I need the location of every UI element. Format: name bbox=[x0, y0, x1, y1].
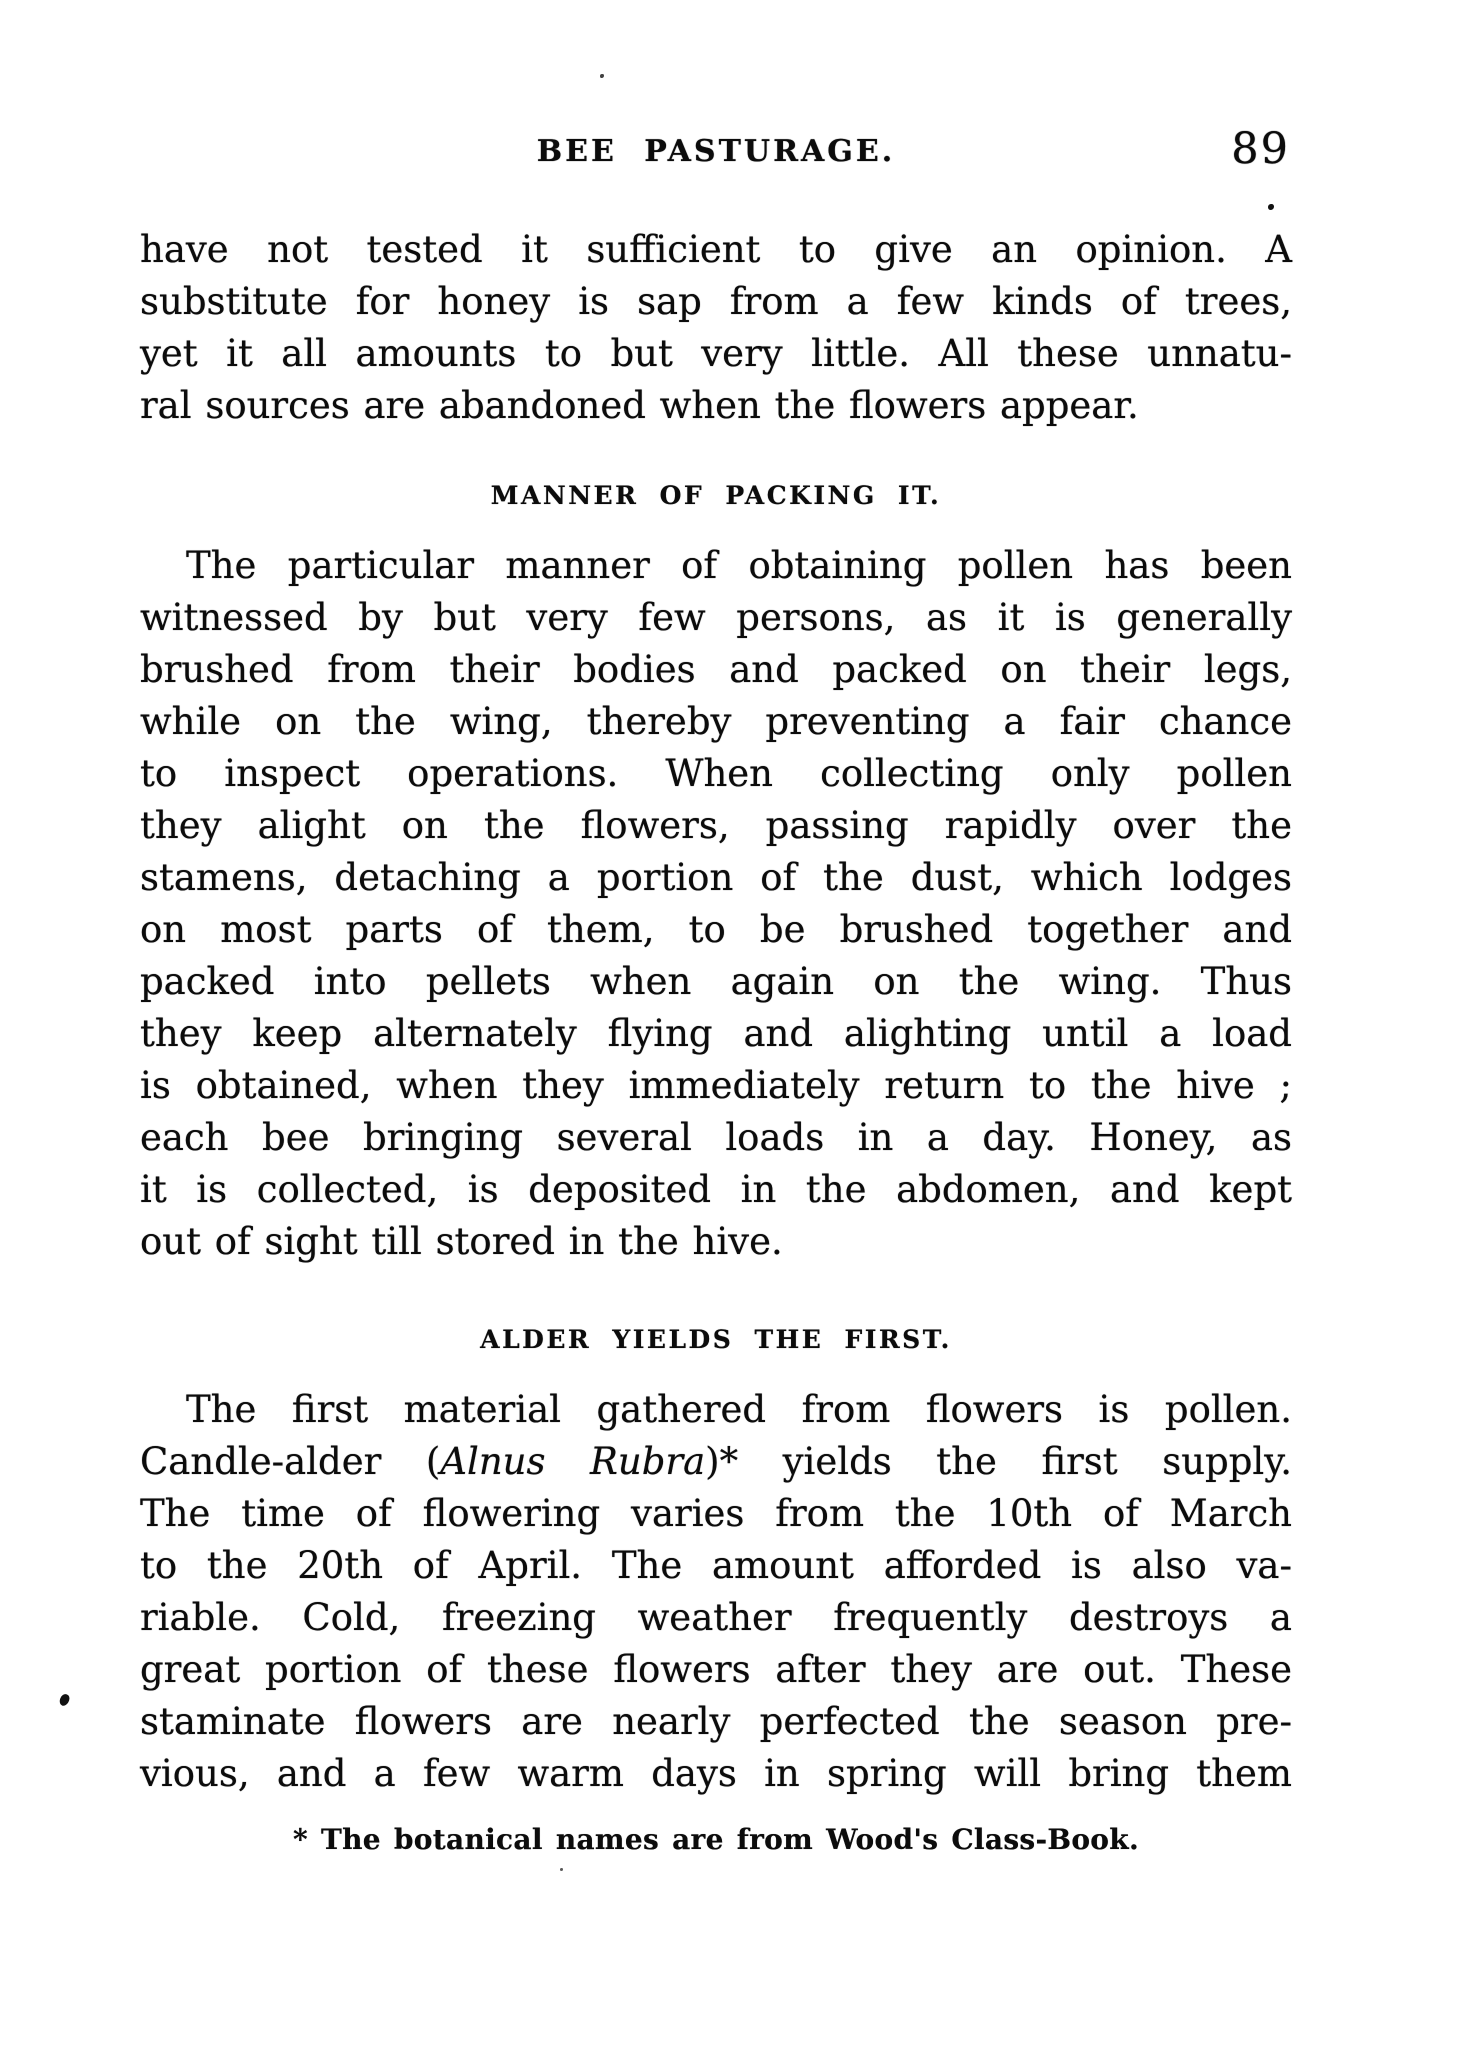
text-line: The particular manner of obtaining pollen has been bbox=[186, 544, 1292, 587]
text-line bbox=[140, 1436, 1292, 1488]
text-line: The time of flowering varies from the 10th of March bbox=[140, 1492, 1292, 1535]
line-group bbox=[140, 224, 1292, 380]
line-group bbox=[140, 1488, 1292, 1800]
text-line: packed into pellets when again on the wing. Thus bbox=[140, 960, 1292, 1003]
text-line: great portion of these flowers after they are out. These bbox=[140, 1648, 1292, 1691]
text-line: on most parts of them, to be brushed together and bbox=[140, 908, 1292, 951]
paragraph-intro bbox=[140, 224, 1292, 432]
text-line: brushed from their bodies and packed on their legs, bbox=[140, 648, 1292, 691]
text-line: it is collected, is deposited in the abdomen, and kept bbox=[140, 1168, 1292, 1211]
page-title: BEE PASTURAGE. bbox=[536, 134, 896, 169]
text-line: to inspect operations. When collecting only pollen bbox=[140, 752, 1292, 795]
text-line: riable. Cold, freezing weather frequently destroys a bbox=[140, 1596, 1292, 1639]
footnote: * The botanical names are from Wood's Class-Book. bbox=[292, 1823, 1140, 1856]
text-line: vious, and a few warm days in spring will bring them bbox=[140, 1752, 1292, 1795]
section-heading-manner-of-packing: MANNER OF PACKING IT. bbox=[490, 481, 942, 510]
text-line: is obtained, when they immediately return to the hive ; bbox=[140, 1064, 1292, 1107]
latin-name-italic: Alnus Rubra bbox=[440, 1440, 706, 1483]
line-text: The first material gathered from flowers is pollen. bbox=[186, 1388, 1292, 1431]
paragraph-packing bbox=[140, 540, 1292, 1268]
text-line: to the 20th of April. The amount afforded is also va- bbox=[140, 1544, 1292, 1587]
text-line: stamens, detaching a portion of the dust, which lodges bbox=[140, 856, 1292, 899]
text-line bbox=[140, 1384, 1292, 1436]
line-text: Candle-alder ( bbox=[140, 1440, 441, 1483]
paragraph-alder bbox=[140, 1384, 1292, 1800]
text-line: have not tested it sufficient to give an opinion. A bbox=[140, 228, 1292, 271]
section-heading-alder-yields-first: ALDER YIELDS THE FIRST. bbox=[480, 1325, 952, 1354]
text-line: they alight on the flowers, passing rapidly over the bbox=[140, 804, 1292, 847]
ink-speck bbox=[58, 1693, 70, 1707]
text-column bbox=[140, 0, 1292, 1860]
line-group bbox=[140, 540, 1292, 1216]
text-line: out of sight till stored in the hive. bbox=[140, 1220, 783, 1263]
line-text: )* yields the first supply. bbox=[705, 1440, 1292, 1483]
running-head bbox=[140, 124, 1292, 174]
text-line: yet it all amounts to but very little. All these unnatu- bbox=[140, 332, 1292, 375]
text-line: each bee bringing several loads in a day. Honey, as bbox=[140, 1116, 1292, 1159]
text-line: they keep alternately flying and alighting until a load bbox=[140, 1012, 1292, 1055]
page-number: 89 bbox=[1231, 124, 1290, 174]
text-line: ral sources are abandoned when the flowers appear. bbox=[140, 384, 1139, 427]
ink-speck bbox=[560, 1868, 563, 1871]
text-line: witnessed by but very few persons, as it is generally bbox=[140, 596, 1292, 639]
text-line: substitute for honey is sap from a few kinds of trees, bbox=[140, 280, 1292, 323]
text-line: staminate flowers are nearly perfected the season pre- bbox=[140, 1700, 1292, 1743]
text-line: while on the wing, thereby preventing a fair chance bbox=[140, 700, 1292, 743]
